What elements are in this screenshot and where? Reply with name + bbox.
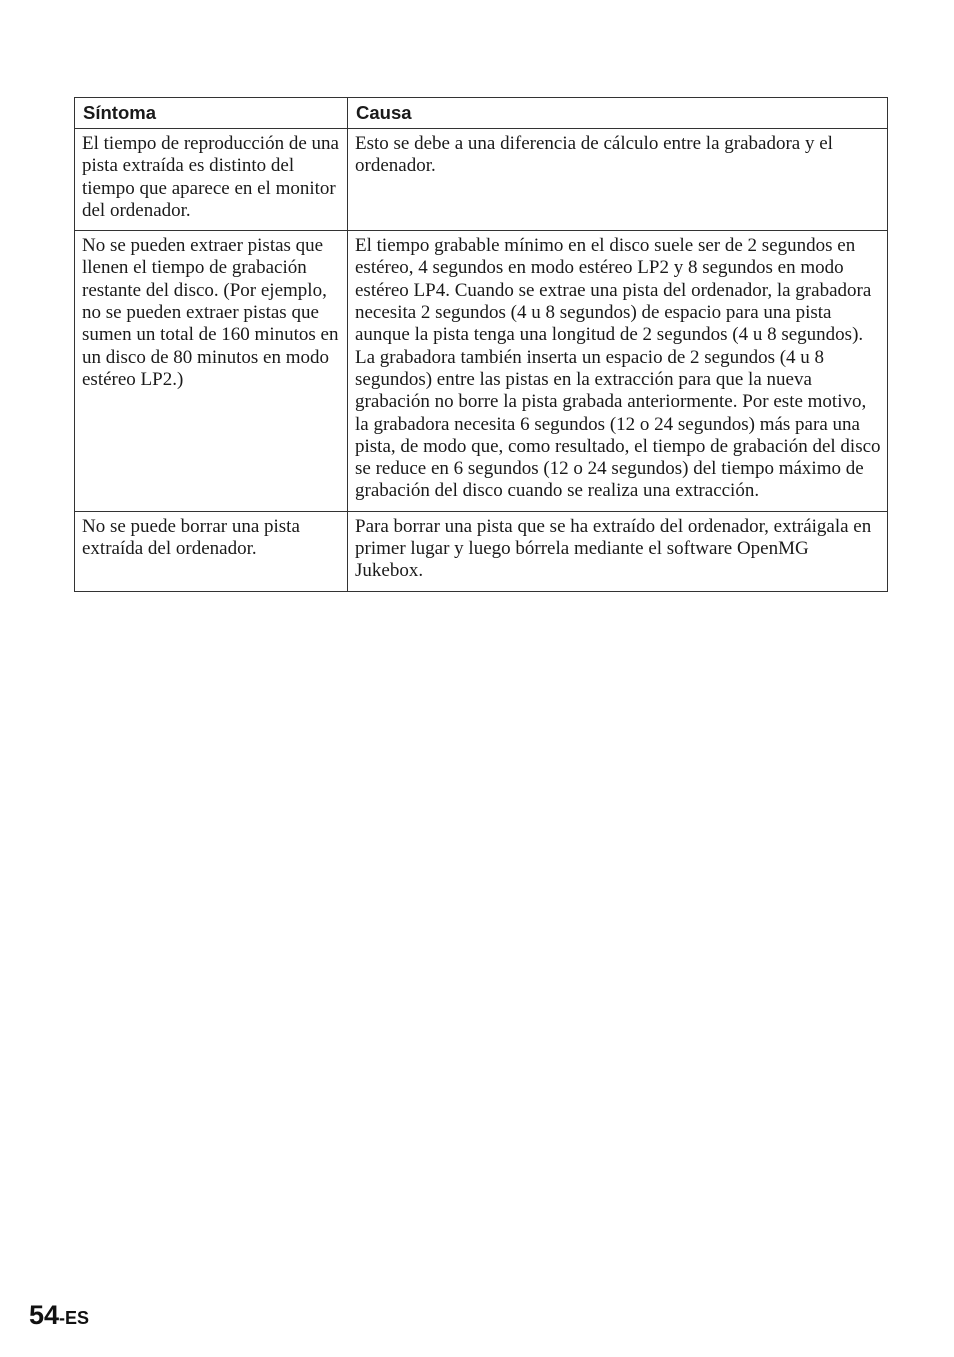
table-row	[75, 231, 888, 512]
symptom-cell: No se puede borrar una pista extraída del ordenador.	[75, 511, 348, 591]
page-number	[29, 1300, 89, 1331]
table-header-row	[75, 98, 888, 129]
table-row	[75, 511, 888, 591]
table-row	[75, 129, 888, 231]
column-header-cause: Causa	[348, 98, 888, 129]
page-number-value: 54	[29, 1300, 60, 1330]
symptom-cell: No se pueden extraer pistas que llenen el tiempo de grabación restante del disco. (Por ejemplo, no se pueden extraer pistas que sumen un total de 160 minutos en un disco de 80 minutos en modo estéreo LP2.)	[75, 231, 348, 512]
page-language-suffix: -ES	[59, 1308, 90, 1328]
column-header-symptom: Síntoma	[75, 98, 348, 129]
cause-cell: Para borrar una pista que se ha extraído del ordenador, extráigala en primer lugar y luego bórrela mediante el software OpenMG Jukebox.	[348, 511, 888, 591]
cause-cell: El tiempo grabable mínimo en el disco suele ser de 2 segundos en estéreo, 4 segundos en modo estéreo LP2 y 8 segundos en modo estéreo LP4. Cuando se extrae una pista del ordenador, la grabadora necesita 2 segundos (4 u 8 segundos) de espacio para una pista aunque la pista tenga una longitud de 2 segundos (4 u 8 segundos). La grabadora también inserta un espacio de 2 segundos (4 u 8 segundos) entre las pistas en la extracción para que la nueva grabación no borre la pista grabada anteriormente. Por este motivo, la grabadora necesita 6 segundos (12 o 24 segundos) más para una pista, de modo que, como resultado, el tiempo de grabación del disco se reduce en 6 segundos (12 o 24 segundos) del tiempo máximo de grabación del disco cuando se realiza una extracción.	[348, 231, 888, 512]
cause-cell: Esto se debe a una diferencia de cálculo entre la grabadora y el ordenador.	[348, 129, 888, 231]
symptom-cell: El tiempo de reproducción de una pista extraída es distinto del tiempo que aparece en el monitor del ordenador.	[75, 129, 348, 231]
troubleshooting-table	[74, 97, 888, 592]
